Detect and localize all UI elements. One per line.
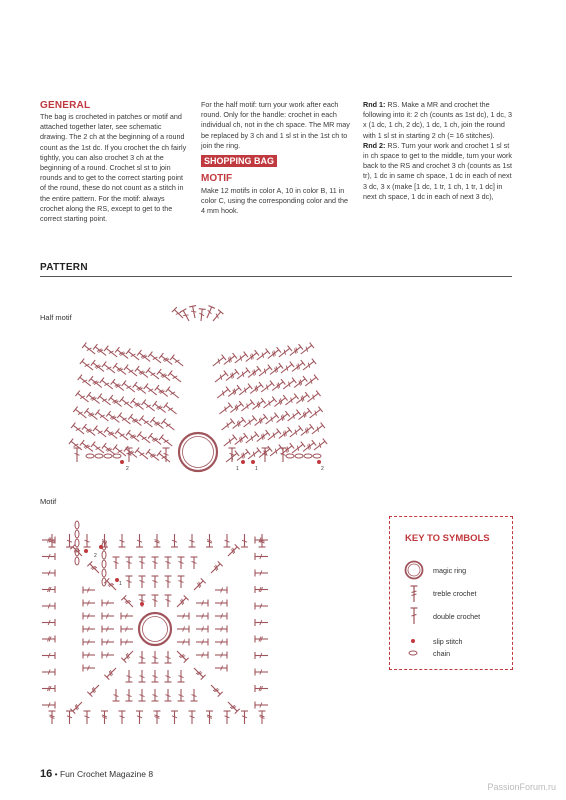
- slip-stitch-icon: [411, 639, 415, 643]
- double-crochet-icon: [411, 608, 418, 624]
- round-number: 2: [321, 466, 324, 472]
- round-number: 2: [94, 553, 97, 559]
- round-number: 1: [255, 466, 258, 472]
- round-1-text: RS. Make a MR and crochet the following into it: 2 ch (counts as 1st dc), 1 dc, 3 x (1 dc, 1 ch, 2 dc), 1 dc, 1 ch, join the round with 1 sl st in starting 2 ch (= 16 stitches).: [363, 100, 513, 140]
- round-number: 2: [126, 466, 129, 472]
- page-number: 16: [40, 768, 53, 780]
- key-label-chain: chain: [433, 649, 451, 658]
- chain-icon: [409, 651, 417, 655]
- key-title: KEY TO SYMBOLS: [405, 533, 490, 544]
- round-number: 1: [119, 581, 122, 587]
- key-label-slip-stitch: slip stitch: [433, 637, 463, 646]
- pattern-title: PATTERN: [40, 262, 88, 273]
- page-footer: [40, 768, 153, 780]
- magazine-name: Fun Crochet Magazine 8: [59, 769, 154, 779]
- general-heading: GENERAL: [40, 100, 91, 111]
- general-text: The bag is crocheted in patches or motif and attached together later, see schematic drawing. The 2 ch at the beginning of a round count as the 1st dc. If you crochet the ch fairly tightly, you can also crochet 3 ch at the beginning of a round. Crochet sl st to join rounds and to get to the correct starting point of the round, these do not count as a stitch in the entire pattern. For the motif: always crochet along the RS, except to get to the correct starting point.: [40, 112, 187, 224]
- round-number: 1: [236, 466, 239, 472]
- shopping-bag-heading: SHOPPING BAG: [201, 155, 277, 167]
- half-motif-text: For the half motif: turn your work after each round. Only for the handle: crochet in each individual ch, not in the ch space. The MR may be replaced by 3 ch and 1 sl st in the 1st ch to join the ring.: [201, 100, 350, 150]
- key-label-magic-ring: magic ring: [433, 566, 467, 575]
- footer-bullet: •: [54, 769, 58, 779]
- round-1-label: Rnd 1:: [363, 100, 386, 109]
- motif-heading: MOTIF: [201, 173, 233, 185]
- watermark: PassionForum.ru: [487, 782, 556, 792]
- magic-ring-icon: [406, 562, 423, 579]
- round-2-label: Rnd 2:: [363, 140, 386, 150]
- motif-text: Make 12 motifs in color A, 10 in color B, 11 in color C, using the corresponding color and the 4 mm hook.: [201, 186, 349, 216]
- key-label-double-crochet: double crochet: [433, 612, 481, 621]
- key-label-treble-crochet: treble crochet: [433, 589, 477, 598]
- round-2-text: RS. Turn your work and crochet 1 sl st in ch space to get to the middle, turn your work back to the RS and crochet 3 ch (counts as 1st tr), 1 dc in same ch space, 1 dc in each of next 3 dc, 3 x (make [1 dc, 1 tr, 1 ch, 1 tr, 1 dc] in next ch space, 1 dc in each of next 3 dc),: [363, 140, 513, 201]
- motif-label: Motif: [40, 497, 57, 506]
- half-motif-label: Half motif: [40, 313, 72, 322]
- treble-crochet-icon: [411, 586, 418, 602]
